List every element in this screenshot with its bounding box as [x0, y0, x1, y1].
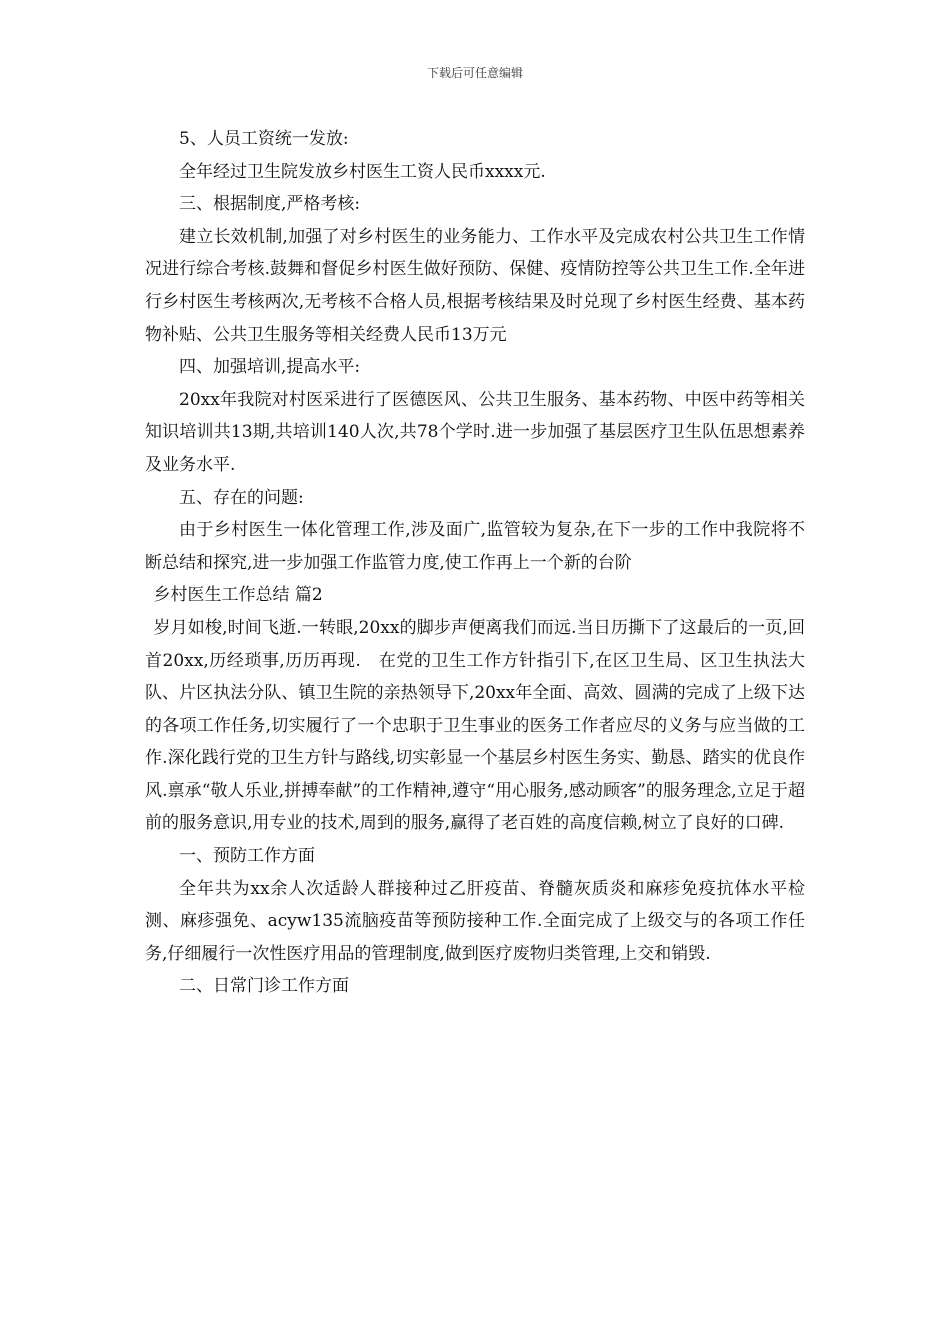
- paragraph: 全年经过卫生院发放乡村医生工资人民币xxxx元.: [179, 161, 546, 182]
- paragraph: 全年共为xx余人次适龄人群接种过乙肝疫苗、脊髓灰质炎和麻疹免疫抗体水平检测、麻疹强免、acyw135流脑疫苗等预防接种工作.全面完成了上级交与的各项工作任务,仔细履行一次性医疗用品的管理制度,做到医疗废物归类管理,上交和销毁.: [145, 878, 805, 964]
- paragraph: 由于乡村医生一体化管理工作,涉及面广,监管较为复杂,在下一步的工作中我院将不断总结和探究,进一步加强工作监管力度,使工作再上一个新的台阶: [145, 520, 805, 573]
- paragraph: 20xx年我院对村医采进行了医德医风、公共卫生服务、基本药物、中医中药等相关知识培训共13期,共培训140人次,共78个学时.进一步加强了基层医疗卫生队伍思想素养及业务水平.: [145, 389, 805, 475]
- paragraph: 5、人员工资统一发放:: [179, 129, 349, 149]
- section-heading: 五、存在的问题:: [179, 487, 304, 508]
- section-heading: 一、预防工作方面: [179, 846, 315, 867]
- section-heading: 二、日常门诊工作方面: [179, 976, 349, 997]
- page-header: 下载后可任意编辑: [426, 66, 523, 80]
- section-heading: 四、加强培训,提高水平:: [179, 357, 361, 378]
- section-heading: 三、根据制度,严格考核:: [179, 194, 361, 215]
- document-body: [145, 123, 805, 1003]
- paragraph: 岁月如梭,时间飞逝.一转眼,20xx的脚步声便离我们而远.当日历撕下了这最后的一页,回首20xx,历经琐事,历历再现. 在党的卫生工作方针指引下,在区卫生局、区卫生执法大队、片区执法分队、镇卫生院的亲热领导下,20xx年全面、高效、圆满的完成了上级下达的各项工作任务,切实履行了一个忠职于卫生事业的医务工作者应尽的义务与应当做的工作.深化践行党的卫生方针与路线,切实彰显一个基层乡村医生务实、勤恳、踏实的优良作风.禀承“敬人乐业,拼搏奉献”的工作精神,遵守“用心服务,感动顾客”的服务理念,立足于超前的服务意识,用专业的技术,周到的服务,赢得了老百姓的高度信赖,树立了良好的口碑.: [145, 617, 805, 834]
- article-title: 乡村医生工作总结 篇2: [153, 585, 323, 606]
- paragraph: 建立长效机制,加强了对乡村医生的业务能力、工作水平及完成农村公共卫生工作情况进行综合考核.鼓舞和督促乡村医生做好预防、保健、疫情防控等公共卫生工作.全年进行乡村医生考核两次,无考核不合格人员,根据考核结果及时兑现了乡村医生经费、基本药物补贴、公共卫生服务等相关经费人民币13万元: [145, 226, 805, 345]
